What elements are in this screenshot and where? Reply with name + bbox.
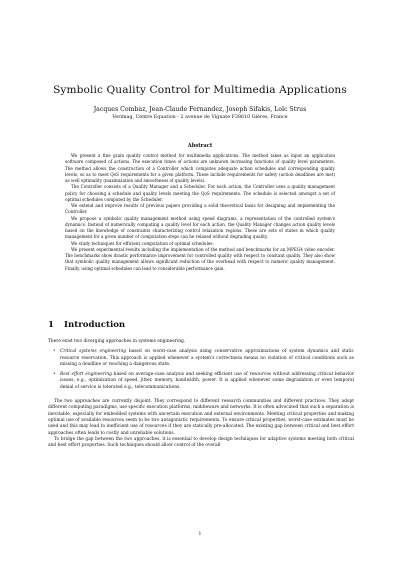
section-heading xyxy=(48,320,358,330)
bullet-text: based on worst-case analysis using conservative approximations of system dynamics and static resource reservation. This approach is applied whenever a system's correctness means no violation of critical conditions such as missing a deadline or reaching a dangerous state. xyxy=(60,349,354,367)
intro-paragraph: The two approaches are currently disjoint. They correspond to different research communities and different practices. They adopt different computing paradigms, use specific execution platforms, middleware and networks. It is often advocated that such a separation is inevitable, especially for embedded systems with uncertain execution and external environments. Meeting critical properties and making optimal use of available resources seem to be two antagonistic requirements. To ensure critical properties, worst-case estimates must be used and this may lead to inefficient use of resources if they are statically pre-allocated. The existing gap between critical and best effort approaches often leads to costly and unreliable solutions. xyxy=(48,399,354,436)
bullet-icon: • xyxy=(53,349,56,355)
intro-paragraph: To bridge the gap between the two approaches, it is essential to develop design techniques for adaptive systems meeting both critical and best effort properties. Such techniques should allow control of the overall xyxy=(48,436,354,449)
abstract-paragraph: We extend and improve results of previous papers providing a solid theoretical basis for designing and implementing the Controller. xyxy=(65,203,335,215)
paper-affiliation: Verimag, Centre Equation - 2 avenue de Vignate F38610 Gières, France xyxy=(112,115,288,120)
abstract-heading: Abstract xyxy=(187,143,213,149)
list-item xyxy=(53,372,355,391)
intro-lead: There exist two diverging approaches in systems engineering. xyxy=(48,339,186,344)
abstract-paragraph: The Controller consists of a Quality Manager and a Scheduler. For each action, the Controller uses a quality management policy for choosing a schedule and quality levels meeting the QoS requirements. The schedule is selected amongst a set of optimal schedules computed by the Scheduler. xyxy=(65,184,335,202)
approach-list xyxy=(48,349,354,391)
abstract-paragraph: We present experimental results including the implementation of the method and benchmarks for an MPEG4 video encoder. The benchmarks show drastic performance improvement for controlled quality with respect to constant quality. They also show that symbolic quality management allows significant reduction of the overhead with respect to numeric quality management. Finally, using optimal schedules can lead to considerable performance gain. xyxy=(65,246,335,271)
introduction-body xyxy=(48,339,354,449)
abstract-paragraph: We present a fine grain quality control method for multimedia applications. The method takes as input an application software composed of actions. The execution times of actions are unknown increasing functions of quality level parameters. The method allows the construction of a Controller which computes adequate action schedules and corresponding quality levels, so as to meet QoS requirements for a given platform. These include requirements for safety (action deadlines are met) as well optimality (maximization and smoothness of quality levels). xyxy=(65,153,335,183)
bullet-term: Best effort engineering xyxy=(60,372,112,378)
abstract-paragraph: We study techniques for efficient computation of optimal schedules. xyxy=(71,240,214,246)
bullet-icon: • xyxy=(53,372,56,378)
section-number: 1 xyxy=(48,320,54,330)
bullet-term: Critical systems engineering xyxy=(60,349,127,355)
section-title: Introduction xyxy=(63,320,126,330)
abstract-paragraph: We propose a symbolic quality management method using speed diagrams, a representation of the controlled system's dynamics. Instead of numerically computing a quality level for each action, the Quality Manager changes action quality levels based on the knowledge of constraints characterizing control relaxation regions. These are sets of states in which quality management for a given number of computation steps can be relaxed without degrading quality. xyxy=(65,215,335,240)
list-item xyxy=(53,349,354,368)
paper-title: Symbolic Quality Control for Multimedia Applications xyxy=(53,84,347,96)
abstract xyxy=(65,153,335,272)
bullet-text: based on average-case analysis and seeking efficient use of resources without addressing critical behavior issues, e.g., optimization of speed, jitter, memory, bandwidth, power. It is applied whenever some degradation or even temporal denial of service is tolerated e.g., telecommunications. xyxy=(60,372,355,390)
page-number: 1 xyxy=(198,532,202,537)
paper-authors: Jacques Combaz, Jean-Claude Fernandez, Joseph Sifakis, Loïc Strus xyxy=(93,106,307,113)
